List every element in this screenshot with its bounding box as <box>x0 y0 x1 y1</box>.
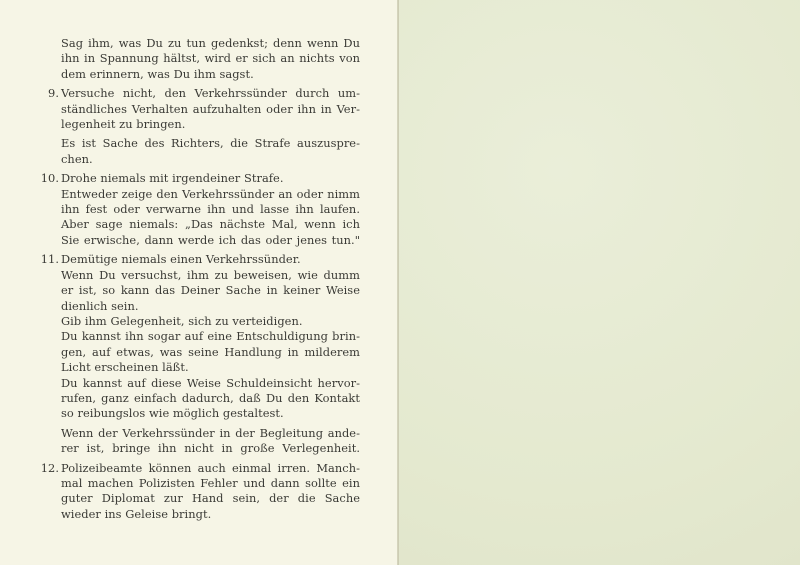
paragraph <box>61 252 360 421</box>
text-line: chen. <box>61 151 93 166</box>
text-line: Entweder zeige den Verkehrssünder an oder nimm <box>61 186 360 201</box>
list-item-9 <box>40 86 360 167</box>
item-number: 9. <box>48 86 59 101</box>
text-line: mal machen Polizisten Fehler und dann sollte ein <box>61 475 360 490</box>
text-line: rer ist, bringe ihn nicht in große Verlegenheit. <box>61 441 360 456</box>
text-line: wieder ins Geleise bringt. <box>61 506 212 521</box>
text-line: ihn fest oder verwarne ihn und lasse ihn laufen. <box>61 202 360 217</box>
text-line: Gib ihm Gelegenheit, sich zu verteidigen. <box>61 313 303 328</box>
list-item-10 <box>40 171 360 248</box>
text-line: ihn in Spannung hältst, wird er sich an nichts von <box>61 51 360 66</box>
paragraph <box>61 171 360 248</box>
text-line: Es ist Sache des Richters, die Strafe auszuspre- <box>61 136 360 151</box>
item-body <box>61 171 360 248</box>
text-line: er ist, so kann das Deiner Sache in keiner Weise <box>61 283 360 298</box>
text-line: Du kannst ihn sogar auf eine Entschuldigung brin- <box>61 329 360 344</box>
text-line: dienlich sein. <box>61 298 139 313</box>
item-number: 12. <box>40 460 59 475</box>
text-line: Aber sage niemals: „Das nächste Mal, wenn ich <box>61 217 360 232</box>
text-line: Sag ihm, was Du zu tun gedenkst; denn wenn Du <box>61 36 360 50</box>
text-line: Wenn der Verkehrssünder in der Begleitung ande- <box>61 425 360 440</box>
paragraph <box>61 426 360 457</box>
text-line: legenheit zu bringen. <box>61 117 186 132</box>
text-line: gen, auf etwas, was seine Handlung in milderem <box>61 344 360 359</box>
left-page <box>0 0 397 565</box>
item-body <box>61 252 360 456</box>
right-page-blank <box>399 0 800 565</box>
item-number: 10. <box>40 171 59 186</box>
item-number: 11. <box>40 252 59 267</box>
intro-continuation <box>61 36 360 82</box>
text-line: Licht erscheinen läßt. <box>61 360 189 375</box>
text-line: Polizeibeamte können auch einmal irren. Manch- <box>61 460 360 475</box>
paragraph <box>61 461 360 523</box>
item-body <box>61 86 360 167</box>
list-item-11 <box>40 252 360 456</box>
text-block <box>40 36 360 522</box>
text-line: Wenn Du versuchst, ihm zu beweisen, wie dumm <box>61 267 360 282</box>
text-line: Demütige niemals einen Verkehrssünder. <box>61 252 301 267</box>
text-line: Du kannst auf diese Weise Schuldeinsicht hervor- <box>61 375 360 390</box>
text-line: rufen, ganz einfach dadurch, daß Du den Kontakt <box>61 390 360 405</box>
paragraph <box>61 136 360 167</box>
text-line: dem erinnern, was Du ihm sagst. <box>61 66 254 81</box>
text-line: ständliches Verhalten aufzuhalten oder ihn in Ver- <box>61 101 360 116</box>
item-body <box>61 461 360 523</box>
paragraph <box>61 86 360 132</box>
list-item-12 <box>40 461 360 523</box>
text-line: so reibungslos wie möglich gestaltest. <box>61 406 284 421</box>
text-line: Versuche nicht, den Verkehrssünder durch um- <box>61 86 360 101</box>
text-line: Drohe niemals mit irgendeiner Strafe. <box>61 171 284 186</box>
text-line: Sie erwische, dann werde ich das oder jenes tun." <box>61 232 360 247</box>
text-line: guter Diplomat zur Hand sein, der die Sache <box>61 491 360 506</box>
